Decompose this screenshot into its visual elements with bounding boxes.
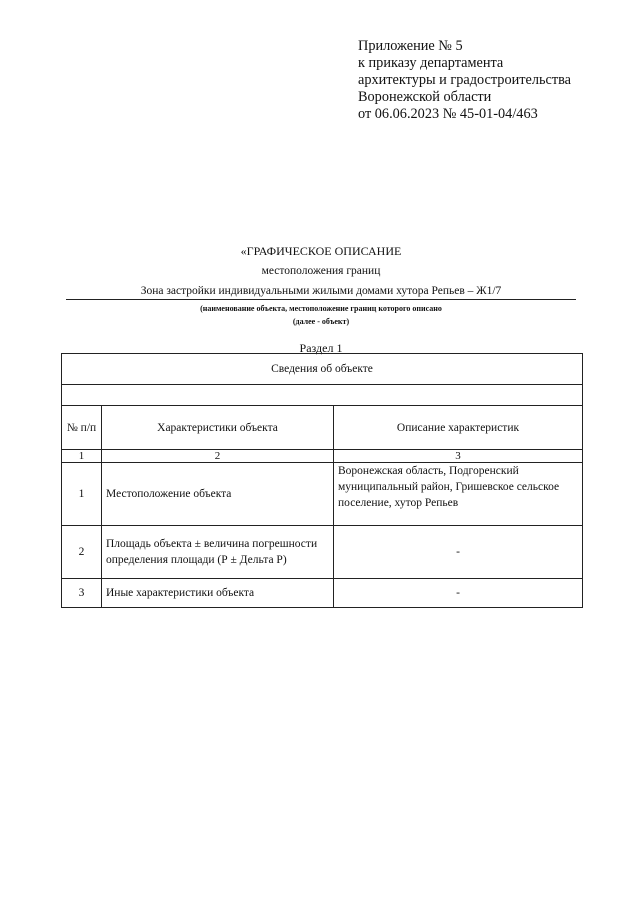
row-characteristic: Иные характеристики объекта	[102, 579, 334, 608]
approval-line: от 06.06.2023 № 45-01-04/463	[358, 106, 538, 122]
approval-line: архитектуры и градостроительства	[358, 72, 572, 88]
object-name-note: (наименование объекта, местоположение границ которого описано	[200, 304, 442, 313]
row-description: -	[334, 579, 583, 608]
row-characteristic: Местоположение объекта	[102, 463, 334, 526]
object-name: Зона застройки индивидуальными жилыми домами хутора Репьев – Ж1/7	[140, 285, 502, 297]
row-number: 2	[62, 526, 102, 579]
column-header-number: № п/п	[62, 406, 102, 450]
table-caption: Сведения об объекте	[62, 354, 583, 385]
object-info-table	[61, 353, 583, 608]
column-number: 3	[334, 450, 583, 463]
document-title: «ГРАФИЧЕСКОЕ ОПИСАНИЕ	[240, 244, 402, 258]
row-number: 1	[62, 463, 102, 526]
column-number: 2	[102, 450, 334, 463]
approval-line: Приложение № 5	[358, 38, 463, 54]
document-heading	[60, 243, 582, 355]
column-header-characteristic: Характеристики объекта	[102, 406, 334, 450]
row-description: Воронежская область, Подгоренский муниципальный район, Гришевское сельское поселение, хутор Репьев	[334, 463, 583, 526]
approval-line: к приказу департамента	[358, 55, 504, 71]
row-number: 3	[62, 579, 102, 608]
column-header-description: Описание характеристик	[334, 406, 583, 450]
document-subtitle: местоположения границ	[261, 265, 381, 277]
object-name-underline	[66, 299, 576, 300]
table-spacer-row	[62, 385, 583, 406]
approval-block	[358, 38, 628, 123]
column-number: 1	[62, 450, 102, 463]
section-title: Раздел 1	[299, 341, 343, 355]
row-description: -	[334, 526, 583, 579]
object-name-note-2: (далее - объект)	[292, 317, 350, 326]
approval-line: Воронежской области	[358, 89, 492, 105]
row-characteristic: Площадь объекта ± величина погрешности определения площади (Р ± Дельта Р)	[102, 526, 334, 579]
